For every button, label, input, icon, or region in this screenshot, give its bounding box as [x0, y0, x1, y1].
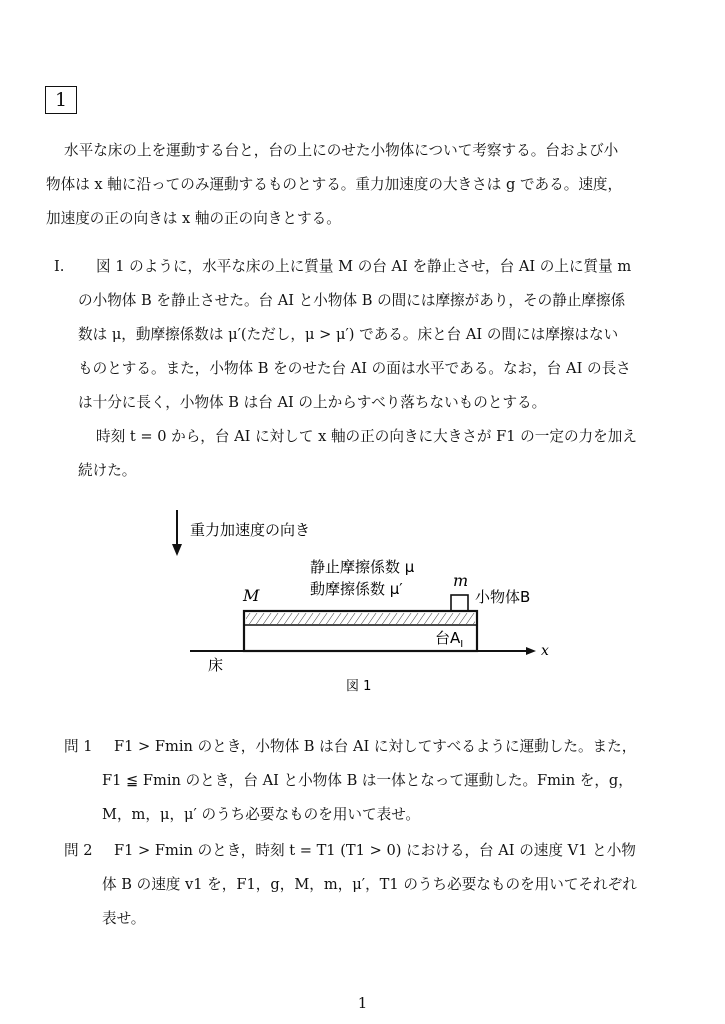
intro-line-1: 水平な床の上を運動する台と，台の上にのせた小物体について考察する。台および小: [64, 142, 619, 159]
static-friction-label: 静止摩擦係数 μ: [310, 558, 415, 576]
section-1-line-2: の小物体 B を静止させた。台 AI と小物体 B の間には摩擦があり，その静止摩擦係: [78, 292, 626, 309]
table-hatch: [246, 613, 475, 624]
block-B: [451, 595, 468, 611]
table-label: 台$A_I$: [435, 629, 464, 650]
section-1-label: I.: [54, 258, 65, 275]
section-1-line-6: 時刻 t = 0 から，台 AI に対して x 軸の正の向きに大きさが F1 の一定の力を加え: [96, 428, 637, 445]
gravity-label: 重力加速度の向き: [190, 521, 311, 539]
section-1-line-3: 数は μ，動摩擦係数は μ′(ただし，μ > μ′) である。床と台 AI の間には摩擦はない: [78, 326, 619, 343]
problem-number: 1: [54, 89, 68, 111]
figure-caption: 図 1: [346, 679, 372, 694]
question-1-line-2: F1 ≦ Fmin のとき，台 AI と小物体 B は一体となって運動した。Fmin を，g，: [102, 772, 633, 789]
intro-line-2: 物体は x 軸に沿ってのみ運動するものとする。重力加速度の大きさは g である。速度，: [46, 176, 623, 193]
question-2: [64, 834, 684, 936]
question-2-label: 問 2: [64, 842, 93, 859]
question-1: [64, 730, 684, 832]
question-2-line-3: 表せ。: [102, 910, 146, 927]
block-B-label: 小物体B: [475, 588, 531, 606]
question-2-line-2: 体 B の速度 v1 を，F1，g，M，m，μ′，T1 のうち必要なものを用いてそれぞれ: [102, 876, 637, 893]
mass-M-label: M: [243, 586, 260, 605]
x-axis-label: x: [541, 643, 549, 659]
question-1-line-1: F1 > Fmin のとき，小物体 B は台 AI に対してすべるように運動した。また，: [114, 738, 637, 755]
section-1-line-4: ものとする。また，小物体 B をのせた台 AI の面は水平である。なお，台 AI の長さ: [78, 360, 631, 377]
intro-line-3: 加速度の正の向きは x 軸の正の向きとする。: [46, 210, 341, 227]
gravity-arrow-icon: [172, 510, 182, 556]
kinetic-friction-label: 動摩擦係数 μ′: [310, 580, 403, 598]
question-1-line-3: M，m，μ，μ′ のうち必要なものを用いて表せ。: [102, 806, 420, 823]
section-1-line-5: は十分に長く，小物体 B は台 AI の上からすべり落ちないものとする。: [78, 394, 547, 411]
question-1-label: 問 1: [64, 738, 93, 755]
question-2-line-1: F1 > Fmin のとき，時刻 t = T1 (T1 > 0) における，台 AI の速度 V1 と小物: [114, 842, 636, 859]
mass-m-label: m: [453, 571, 469, 590]
page-number: 1: [357, 994, 368, 1012]
floor-label: 床: [208, 656, 224, 674]
section-1-line-1: 図 1 のように，水平な床の上に質量 M の台 AI を静止させ，台 AI の上に質量 m: [96, 258, 632, 275]
section-1-line-7: 続けた。: [78, 462, 137, 479]
